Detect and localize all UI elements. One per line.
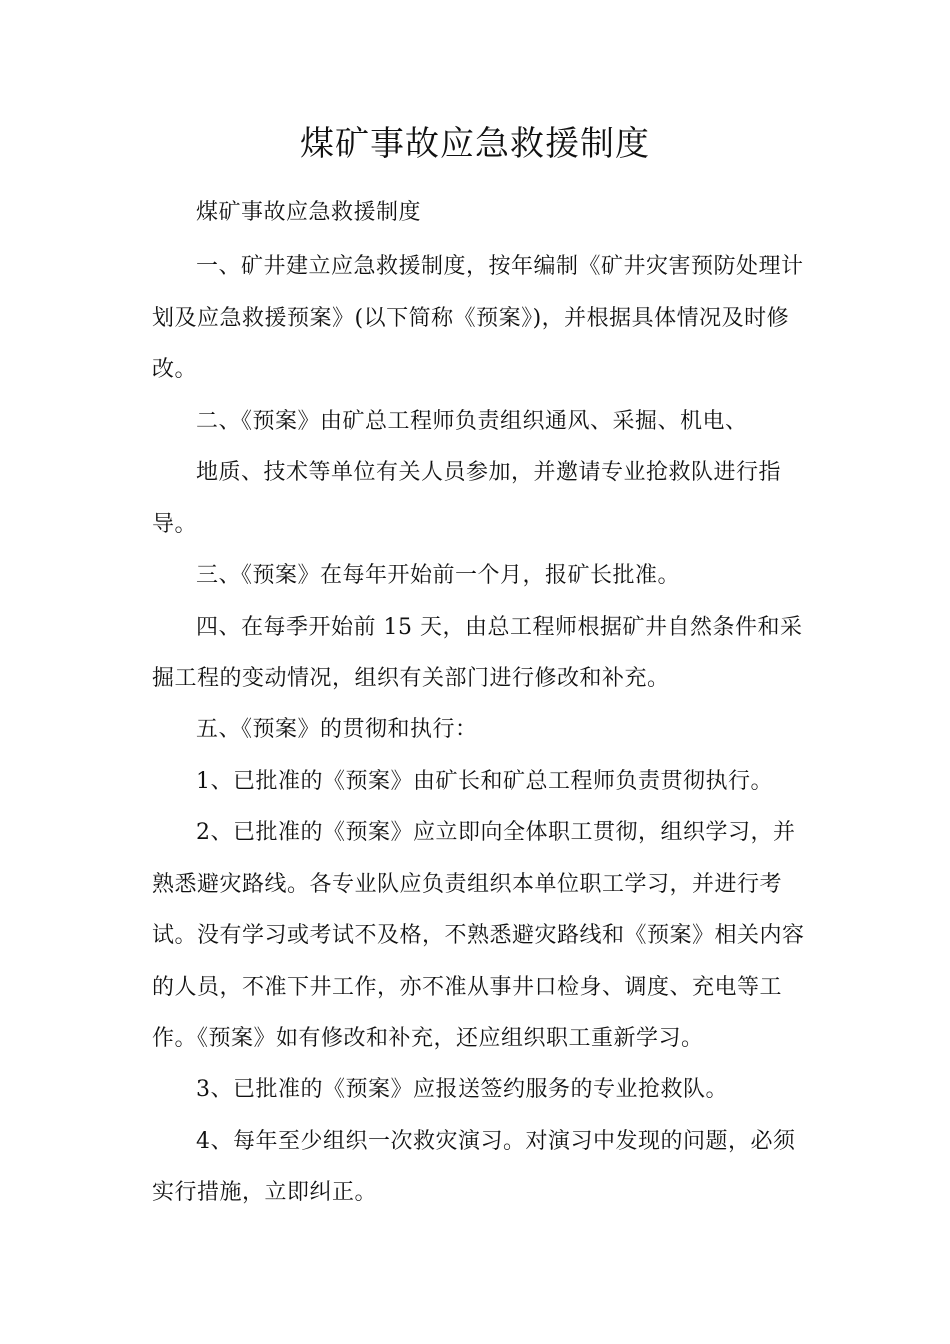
paragraph-line: 导。 — [152, 512, 198, 537]
paragraph-line: 五、《预案》的贯彻和执行： — [196, 717, 478, 742]
paragraph-line: 地质、技术等单位有关人员参加，并邀请专业抢救队进行指 — [196, 460, 782, 485]
paragraph-line: 三、《预案》在每年开始前一个月，报矿长批准。 — [196, 563, 681, 588]
paragraph-line: 1、已批准的《预案》由矿长和矿总工程师负责贯彻执行。 — [196, 769, 773, 794]
paragraph-line: 作。《预案》如有修改和补充，还应组织职工重新学习。 — [152, 1026, 704, 1051]
paragraph-line: 2、已批准的《预案》应立即向全体职工贯彻，组织学习，并 — [196, 820, 796, 845]
paragraph-line: 改。 — [152, 357, 198, 382]
paragraph-line: 3、已批准的《预案》应报送签约服务的专业抢救队。 — [196, 1077, 728, 1102]
document-title: 煤矿事故应急救援制度 — [300, 124, 650, 164]
paragraph-line: 的人员，不准下井工作，亦不准从事井口检身、调度、充电等工 — [152, 975, 783, 1000]
paragraph-line: 划及应急救援预案》(以下简称《预案》)，并根据具体情况及时修 — [152, 306, 790, 331]
paragraph-line: 掘工程的变动情况，组织有关部门进行修改和补充。 — [152, 666, 670, 691]
paragraph-line: 实行措施，立即纠正。 — [152, 1180, 378, 1205]
paragraph-line: 试。没有学习或考试不及格，不熟悉避灾路线和《预案》相关内容 — [152, 923, 805, 948]
paragraph-line: 二、《预案》由矿总工程师负责组织通风、采掘、机电、 — [196, 409, 748, 434]
paragraph-line: 4、每年至少组织一次救灾演习。对演习中发现的问题，必须 — [196, 1129, 796, 1154]
paragraph-line: 熟悉避灾路线。各专业队应负责组织本单位职工学习，并进行考 — [152, 872, 783, 897]
paragraph-line: 四、在每季开始前 15 天，由总工程师根据矿井自然条件和采 — [196, 615, 803, 640]
subtitle-line: 煤矿事故应急救援制度 — [196, 200, 422, 225]
paragraph-line: 一、矿井建立应急救援制度，按年编制《矿井灾害预防处理计 — [196, 254, 804, 279]
